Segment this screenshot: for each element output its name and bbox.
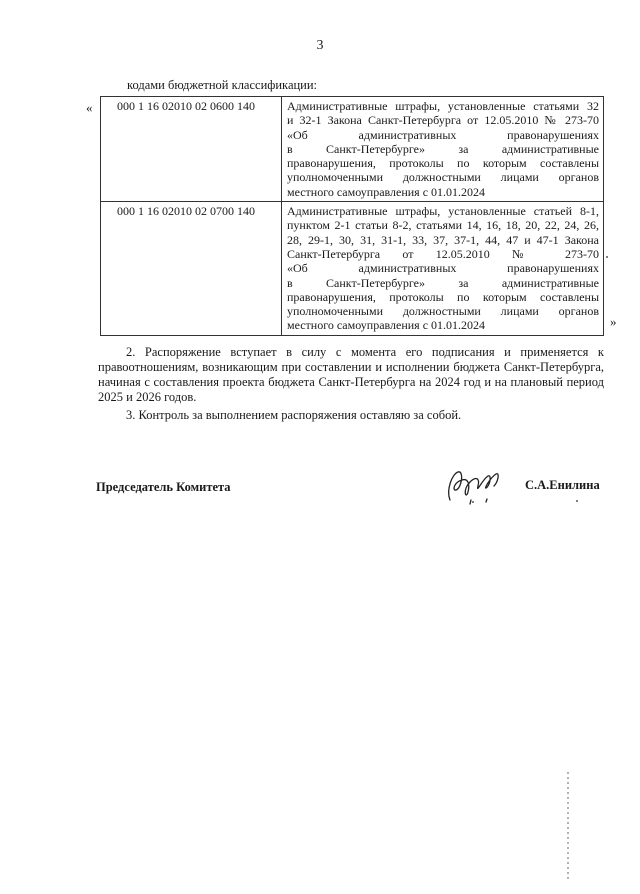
description-line: «Об административных правонарушениях xyxy=(287,127,599,142)
description-line: пунктом 2-1 статьи 8-2, статьями 14, 16, 18, 20, 22, 24, 26, xyxy=(287,218,599,233)
closing-quote: » xyxy=(610,314,617,329)
signer-title: Председатель Комитета xyxy=(96,480,231,494)
signer-name: С.А.Енилина xyxy=(525,478,600,492)
description-line: «Об административных правонарушениях xyxy=(287,261,599,276)
description-line: уполномоченными должностными лицами органов xyxy=(287,304,599,319)
description-line: в Санкт-Петербурге» за административные xyxy=(287,141,599,156)
table-body xyxy=(101,97,604,336)
description-line: Санкт-Петербурга от 12.05.2010 № 273-70 xyxy=(287,246,599,261)
description-line: и 32-1 Закона Санкт-Петербурга от 12.05.2010 № 273-70 xyxy=(287,113,599,128)
description-line: правонарушения, протоколы по которым составлены xyxy=(287,289,599,304)
paragraph-3: 3. Контроль за выполнением распоряжения оставляю за собой. xyxy=(126,408,462,422)
margin-dotted-line xyxy=(565,772,571,882)
description-line: уполномоченными должностными лицами органов xyxy=(287,170,599,185)
budget-code-cell: 000 1 16 02010 02 0600 140 xyxy=(101,97,282,202)
table-row xyxy=(101,97,604,202)
budget-code-cell: 000 1 16 02010 02 0700 140 xyxy=(101,202,282,336)
description-line: Административные штрафы, установленные статьями 32 xyxy=(287,99,599,113)
scan-speck xyxy=(606,256,608,258)
scan-speck xyxy=(472,501,474,503)
description-line: Административные штрафы, установленные статьей 8-1, xyxy=(287,204,599,219)
scan-speck xyxy=(576,500,578,502)
description-cell xyxy=(282,202,604,336)
lead-text: кодами бюджетной классификации: xyxy=(127,78,318,92)
description-line: местного самоуправления с 01.01.2024 xyxy=(287,318,486,333)
description-line: 28, 29-1, 30, 31, 31-1, 33, 37, 37-1, 44, 47 и 47-1 Закона xyxy=(287,232,599,247)
table-row xyxy=(101,202,604,336)
description-line: местного самоуправления с 01.01.2024 xyxy=(287,184,486,199)
budget-codes-table xyxy=(100,96,604,336)
page-number: 3 xyxy=(316,38,324,53)
paragraph-2: 2. Распоряжение вступает в силу с момента его подписания и применяется к правоотношениям, возникающим при составлении и исполнении бюджета Санкт-Петербурга, начиная с составления проекта бюджета Санкт-Петербурга на 2024 год и на плановый период 2025 и 2026 годов. xyxy=(98,345,604,404)
description-cell xyxy=(282,97,604,202)
opening-quote: « xyxy=(86,100,93,115)
description-line: правонарушения, протоколы по которым составлены xyxy=(287,156,599,171)
handwritten-signature xyxy=(440,460,520,510)
description-line: в Санкт-Петербурге» за административные xyxy=(287,275,599,290)
